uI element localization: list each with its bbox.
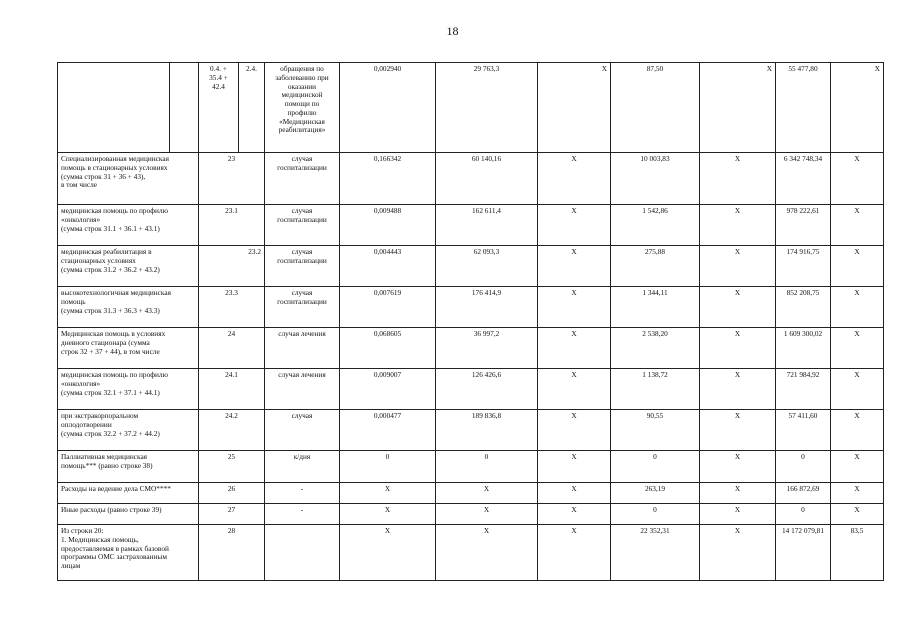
budget-table: [57, 62, 884, 581]
row-cell: X: [700, 504, 776, 525]
row-cell: 29 763,3: [436, 63, 538, 153]
row-unit: случая госпитализации: [265, 205, 340, 246]
row-label: Медицинская помощь в условиях дневного стационара (сумма строк 32 + 37 + 44), в том числе: [58, 328, 199, 369]
row-cell: 90,55: [611, 410, 700, 451]
row-label: Паллиативная медицинская помощь*** (равно строке 38): [58, 451, 199, 483]
row-cell: 126 426,6: [436, 369, 538, 410]
row-cell: X: [831, 451, 884, 483]
table-row: [58, 63, 884, 153]
row-cell: X: [538, 410, 611, 451]
row-cell: X: [700, 369, 776, 410]
row-unit: к/дня: [265, 451, 340, 483]
row-cell: 0,004443: [340, 246, 436, 287]
row-unit: случая госпитализации: [265, 287, 340, 328]
row-label: медицинская помощь по профилю «онкология» (сумма строк 31.1 + 36.1 + 43.1): [58, 205, 199, 246]
row-cell: X: [340, 504, 436, 525]
row-cell: X: [538, 153, 611, 205]
table-row: [58, 246, 884, 287]
row-line-number: 27: [199, 504, 265, 525]
row-cell: 852 208,75: [776, 287, 831, 328]
row-cell: X: [831, 63, 884, 153]
table-row: [58, 153, 884, 205]
row-cell: 22 352,31: [611, 525, 700, 581]
row-cell: 176 414,9: [436, 287, 538, 328]
row-cell: X: [340, 525, 436, 581]
table-row: [58, 504, 884, 525]
row-cell: X: [831, 504, 884, 525]
row-unit: -: [265, 504, 340, 525]
row-cell: X: [700, 525, 776, 581]
row-cell: 174 916,75: [776, 246, 831, 287]
row-line-number: 24.1: [199, 369, 265, 410]
row-cell: 0,007619: [340, 287, 436, 328]
row-subcell: [170, 63, 199, 153]
row-cell: X: [436, 483, 538, 504]
row-cell: 162 611,4: [436, 205, 538, 246]
row-line-number: 2.4.: [239, 63, 265, 153]
row-cell: 189 836,8: [436, 410, 538, 451]
row-cell: X: [700, 451, 776, 483]
row-cell: X: [700, 153, 776, 205]
row-cell: X: [538, 246, 611, 287]
row-cell: 36 997,2: [436, 328, 538, 369]
row-cell: 0: [340, 451, 436, 483]
row-cell: X: [831, 369, 884, 410]
row-cell: 83,5: [831, 525, 884, 581]
row-cell: 0,009488: [340, 205, 436, 246]
row-cell: 62 093,3: [436, 246, 538, 287]
row-cell: 0,002940: [340, 63, 436, 153]
row-line-number: 28: [199, 525, 265, 581]
row-line-number: 23: [199, 153, 265, 205]
row-label: Иные расходы (равно строке 39): [58, 504, 199, 525]
row-label: при экстракорпоральном оплодотворении (сумма строк 32.2 + 37.2 + 44.2): [58, 410, 199, 451]
row-cell: 57 411,60: [776, 410, 831, 451]
row-cell: 0,068605: [340, 328, 436, 369]
row-unit: случая: [265, 410, 340, 451]
row-cell: 0,166342: [340, 153, 436, 205]
row-cell: X: [831, 483, 884, 504]
row-unit: [265, 525, 340, 581]
row-cell: 0,000477: [340, 410, 436, 451]
row-cell: X: [538, 483, 611, 504]
row-cell: 2 538,20: [611, 328, 700, 369]
row-cell: X: [831, 205, 884, 246]
row-formula: 0.4. + 35.4 + 42.4: [199, 63, 239, 153]
table-row: [58, 525, 884, 581]
row-unit: случая госпитализации: [265, 246, 340, 287]
row-cell: X: [700, 410, 776, 451]
row-line-number: 24: [199, 328, 265, 369]
row-unit: случая лечения: [265, 328, 340, 369]
row-cell: X: [831, 153, 884, 205]
table-row: [58, 287, 884, 328]
row-cell: X: [700, 63, 776, 153]
row-cell: 1 344,11: [611, 287, 700, 328]
table-row: [58, 328, 884, 369]
row-label: высокотехнологичная медицинская помощь (сумма строк 31.3 + 36.3 + 43.3): [58, 287, 199, 328]
table-row: [58, 410, 884, 451]
row-cell: 55 477,80: [776, 63, 831, 153]
row-cell: X: [538, 328, 611, 369]
row-cell: X: [700, 287, 776, 328]
row-cell: X: [700, 328, 776, 369]
row-line-number: 23.2: [199, 246, 265, 287]
row-line-number: 23.3: [199, 287, 265, 328]
row-cell: 0,009007: [340, 369, 436, 410]
row-cell: 0: [776, 451, 831, 483]
row-unit: -: [265, 483, 340, 504]
row-cell: X: [700, 483, 776, 504]
row-cell: X: [538, 369, 611, 410]
row-cell: 1 138,72: [611, 369, 700, 410]
row-cell: X: [831, 246, 884, 287]
row-cell: X: [700, 205, 776, 246]
row-cell: X: [436, 525, 538, 581]
row-cell: X: [831, 287, 884, 328]
row-cell: 721 984,92: [776, 369, 831, 410]
row-cell: 10 003,83: [611, 153, 700, 205]
row-cell: X: [538, 63, 611, 153]
table-row: [58, 369, 884, 410]
row-line-number: 23.1: [199, 205, 265, 246]
row-cell: 1 542,86: [611, 205, 700, 246]
row-cell: X: [436, 504, 538, 525]
row-cell: 1 609 300,02: [776, 328, 831, 369]
row-label: медицинская реабилитация в стационарных условиях (сумма строк 31.2 + 36.2 + 43.2): [58, 246, 199, 287]
row-cell: 0: [776, 504, 831, 525]
row-label: Специализированная медицинская помощь в стационарных условиях (сумма строк 31 + 36 + 43), в том числе: [58, 153, 199, 205]
row-cell: 0: [611, 451, 700, 483]
row-unit: случая госпитализации: [265, 153, 340, 205]
row-unit: обращения по заболеванию при оказании медицинской помощи по профилю «Медицинская реабилитация»: [265, 63, 340, 153]
table-row: [58, 451, 884, 483]
row-label: Расходы на ведение дела СМО****: [58, 483, 199, 504]
row-cell: X: [340, 483, 436, 504]
row-cell: 14 172 079,81: [776, 525, 831, 581]
row-line-number: 26: [199, 483, 265, 504]
row-cell: X: [538, 504, 611, 525]
row-cell: 0: [436, 451, 538, 483]
row-cell: 263,19: [611, 483, 700, 504]
row-line-number: 25: [199, 451, 265, 483]
row-label: [58, 63, 170, 153]
row-cell: X: [700, 246, 776, 287]
row-label: Из строки 20: 1. Медицинская помощь, предоставляемая в рамках базовой программы ОМС застрахованным лицам: [58, 525, 199, 581]
row-cell: X: [831, 328, 884, 369]
row-label: медицинская помощь по профилю «онкология» (сумма строк 32.1 + 37.1 + 44.1): [58, 369, 199, 410]
page-number: 18: [446, 24, 459, 38]
table-row: [58, 483, 884, 504]
row-cell: 166 872,69: [776, 483, 831, 504]
row-cell: X: [831, 410, 884, 451]
row-cell: 6 342 748,34: [776, 153, 831, 205]
row-cell: 87,50: [611, 63, 700, 153]
row-unit: случая лечения: [265, 369, 340, 410]
row-cell: 275,88: [611, 246, 700, 287]
row-cell: 60 140,16: [436, 153, 538, 205]
row-cell: X: [538, 287, 611, 328]
row-cell: 978 222,61: [776, 205, 831, 246]
table-row: [58, 205, 884, 246]
row-cell: X: [538, 205, 611, 246]
row-cell: 0: [611, 504, 700, 525]
row-cell: X: [538, 451, 611, 483]
row-cell: X: [538, 525, 611, 581]
row-line-number: 24.2: [199, 410, 265, 451]
